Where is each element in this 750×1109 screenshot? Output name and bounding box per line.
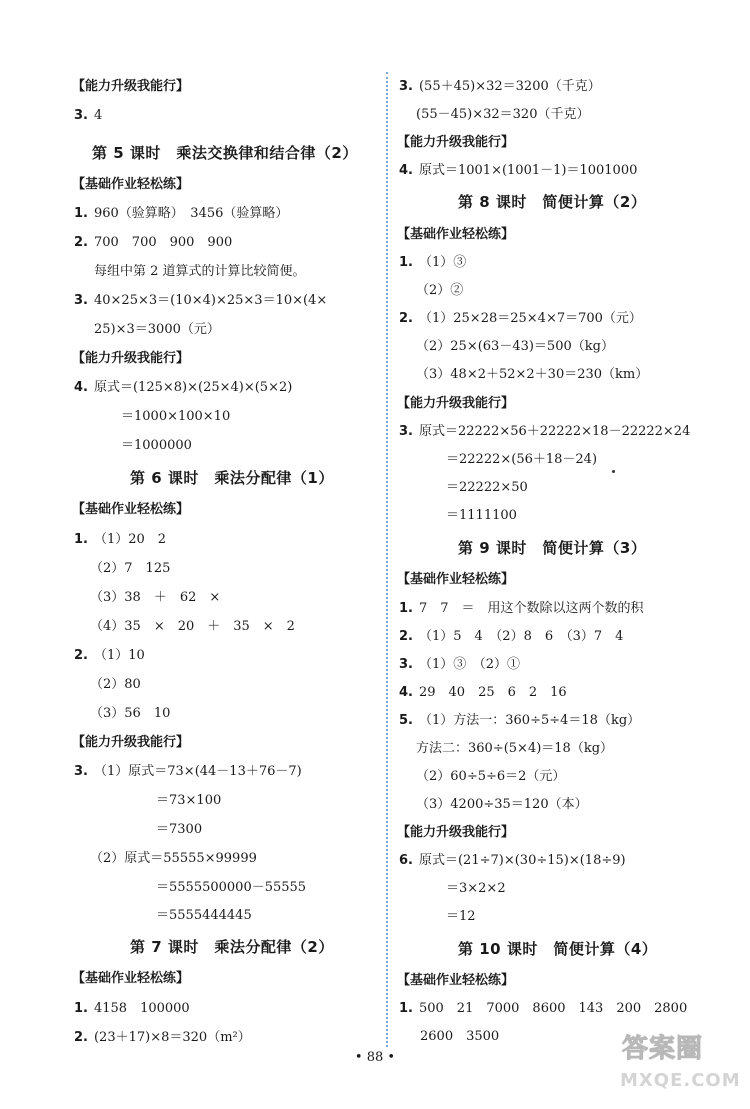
item-number: 2. <box>74 648 88 663</box>
item-number: 1. <box>399 1001 413 1016</box>
item-number: 3. <box>74 108 88 123</box>
answer-line: （4）35 × 20 ＋ 35 × 2 <box>90 619 295 634</box>
section-label: 【基础作业轻松练】 <box>397 973 515 988</box>
watermark-url: MXQE.COM <box>620 1070 741 1091</box>
answer-line: ＝3×2×2 <box>446 881 506 896</box>
column-divider <box>386 72 388 1047</box>
lesson-heading: 第 5 课时 乘法交换律和结合律（2） <box>92 144 358 162</box>
item-number: 3. <box>74 293 88 308</box>
answer-line <box>74 1000 190 1018</box>
answer-line: ＝1000×100×10 <box>121 409 231 424</box>
answer-line: 2600 3500 <box>420 1029 500 1044</box>
watermark-logo-text: 答案圈 <box>622 1034 704 1064</box>
item-number: 1. <box>399 255 413 270</box>
answer-line: （2）② <box>416 283 464 298</box>
answer-text: （1）原式＝73×(44－13＋76－7) <box>93 764 302 779</box>
answer-line: ＝22222×(56＋18－24) <box>446 452 598 467</box>
answer-line <box>399 852 626 870</box>
item-number: 3. <box>399 79 413 94</box>
answer-text: 40×25×3＝(10×4)×25×3＝10×(4× <box>93 293 328 308</box>
item-number: 1. <box>74 1001 88 1016</box>
answer-text: 29 40 25 6 2 16 <box>418 685 567 700</box>
lesson-heading: 第 9 课时 简便计算（3） <box>458 539 647 557</box>
lesson-heading: 第 8 课时 简便计算（2） <box>458 193 647 211</box>
answer-line: 每组中第 2 道算式的计算比较简便。 <box>94 264 306 279</box>
section-label: 【基础作业轻松练】 <box>72 502 190 517</box>
answer-text: (55＋45)×32＝3200（千克） <box>418 79 601 94</box>
item-number: 3. <box>399 424 413 439</box>
item-number: 5. <box>399 713 413 728</box>
answer-line <box>399 78 601 96</box>
answer-line: （2）25×(63－43)＝500（kg） <box>416 339 614 354</box>
item-number: 2. <box>74 1030 88 1045</box>
lesson-heading: 第 6 课时 乘法分配律（1） <box>130 469 334 487</box>
answer-line <box>399 310 642 328</box>
item-number: 4. <box>399 685 413 700</box>
answer-text: 原式＝1001×(1001－1)＝1001000 <box>418 163 638 178</box>
answer-text: 原式＝22222×56＋22222×18－22222×24 <box>418 424 691 439</box>
answer-line: ＝5555444445 <box>156 908 252 923</box>
answer-text: 4158 100000 <box>93 1001 190 1016</box>
answer-text: 7 7 ＝ 用这个数除以这两个数的积 <box>418 601 644 616</box>
answer-line: （3）4200÷35＝120（本） <box>416 797 588 812</box>
answer-line <box>74 292 327 310</box>
answer-line: （3）48×2＋52×2＋30＝230（km） <box>416 367 649 382</box>
answer-line <box>399 628 623 646</box>
answer-line: ＝5555500000－55555 <box>156 880 307 895</box>
answer-text: （1）③ <box>418 255 467 270</box>
answer-line: （2）7 125 <box>90 561 171 576</box>
answer-line: （2）80 <box>90 677 141 692</box>
answer-line: 25)×3＝3000（元） <box>94 322 220 337</box>
answer-line: （2）60÷5÷6＝2（元） <box>416 769 566 784</box>
answer-line: （3）38 ＋ 62 × <box>90 590 221 605</box>
item-number: 1. <box>399 601 413 616</box>
item-number: 4. <box>74 380 88 395</box>
answer-text: （1）25×28＝25×4×7＝700（元） <box>418 311 642 326</box>
answer-line <box>74 763 302 781</box>
section-label: 【能力升级我能行】 <box>397 825 515 840</box>
lesson-heading: 第 7 课时 乘法分配律（2） <box>130 938 334 956</box>
answer-line <box>74 1029 251 1047</box>
answer-line: ＝7300 <box>156 822 203 837</box>
answer-line: （2）原式＝55555×99999 <box>90 851 257 866</box>
answer-line: ＝73×100 <box>156 793 222 808</box>
answer-line <box>399 712 640 730</box>
answer-text: 4 <box>93 108 103 123</box>
answer-line <box>74 205 288 223</box>
answer-line <box>399 1000 687 1018</box>
answer-text: （1）10 <box>93 648 145 663</box>
section-label: 【能力升级我能行】 <box>397 135 515 150</box>
stray-dot <box>612 470 615 473</box>
item-number: 1. <box>74 532 88 547</box>
answer-line <box>74 647 145 665</box>
section-label: 【能力升级我能行】 <box>72 735 190 750</box>
answer-line: (55－45)×32＝320（千克） <box>416 107 590 122</box>
answer-text: （1）③ （2）① <box>418 657 521 672</box>
section-label: 【基础作业轻松练】 <box>72 971 190 986</box>
section-label: 【基础作业轻松练】 <box>397 227 515 242</box>
answer-line <box>74 234 232 252</box>
page-number: • 88 • <box>354 1050 396 1065</box>
answer-line <box>399 600 644 618</box>
answer-line <box>399 656 520 674</box>
answer-text: （1）5 4 （2）8 6 （3）7 4 <box>418 629 624 644</box>
answer-text: 500 21 7000 8600 143 200 2800 <box>418 1001 688 1016</box>
item-number: 2. <box>399 629 413 644</box>
answer-line: （3）56 10 <box>90 706 171 721</box>
answer-text: 700 700 900 900 <box>93 235 233 250</box>
item-number: 1. <box>74 206 88 221</box>
answer-text: （1）20 2 <box>93 532 167 547</box>
answer-line <box>74 531 166 549</box>
answer-line: ＝1000000 <box>121 438 192 453</box>
answer-line <box>74 379 292 397</box>
item-number: 3. <box>399 657 413 672</box>
answer-line: ＝22222×50 <box>446 480 528 495</box>
section-label: 【能力升级我能行】 <box>72 351 190 366</box>
section-label: 【能力升级我能行】 <box>72 79 190 94</box>
item-number: 4. <box>399 163 413 178</box>
item-number: 6. <box>399 853 413 868</box>
section-label: 【能力升级我能行】 <box>397 396 515 411</box>
lesson-heading: 第 10 课时 简便计算（4） <box>458 940 658 958</box>
item-number: 3. <box>74 764 88 779</box>
answer-text: (23＋17)×8＝320（m²） <box>93 1030 251 1045</box>
section-label: 【基础作业轻松练】 <box>72 177 190 192</box>
section-label: 【基础作业轻松练】 <box>397 572 515 587</box>
answer-line <box>399 254 466 272</box>
item-number: 2. <box>399 311 413 326</box>
item-number: 2. <box>74 235 88 250</box>
answer-line: ＝1111100 <box>446 508 517 523</box>
watermark-logo <box>612 1022 750 1109</box>
answer-text: 原式＝(21÷7)×(30÷15)×(18÷9) <box>418 853 626 868</box>
answer-text: 960（验算略） 3456（验算略） <box>93 206 289 221</box>
answer-line <box>399 162 637 180</box>
answer-text: （1）方法一：360÷5÷4＝18（kg） <box>418 713 641 728</box>
answer-line <box>399 684 567 702</box>
answer-line: ＝12 <box>446 909 476 924</box>
answer-line <box>74 107 102 125</box>
answer-line <box>399 423 690 441</box>
answer-text: 原式＝(125×8)×(25×4)×(5×2) <box>93 380 293 395</box>
answer-line: 方法二：360÷(5×4)＝18（kg） <box>416 741 614 756</box>
